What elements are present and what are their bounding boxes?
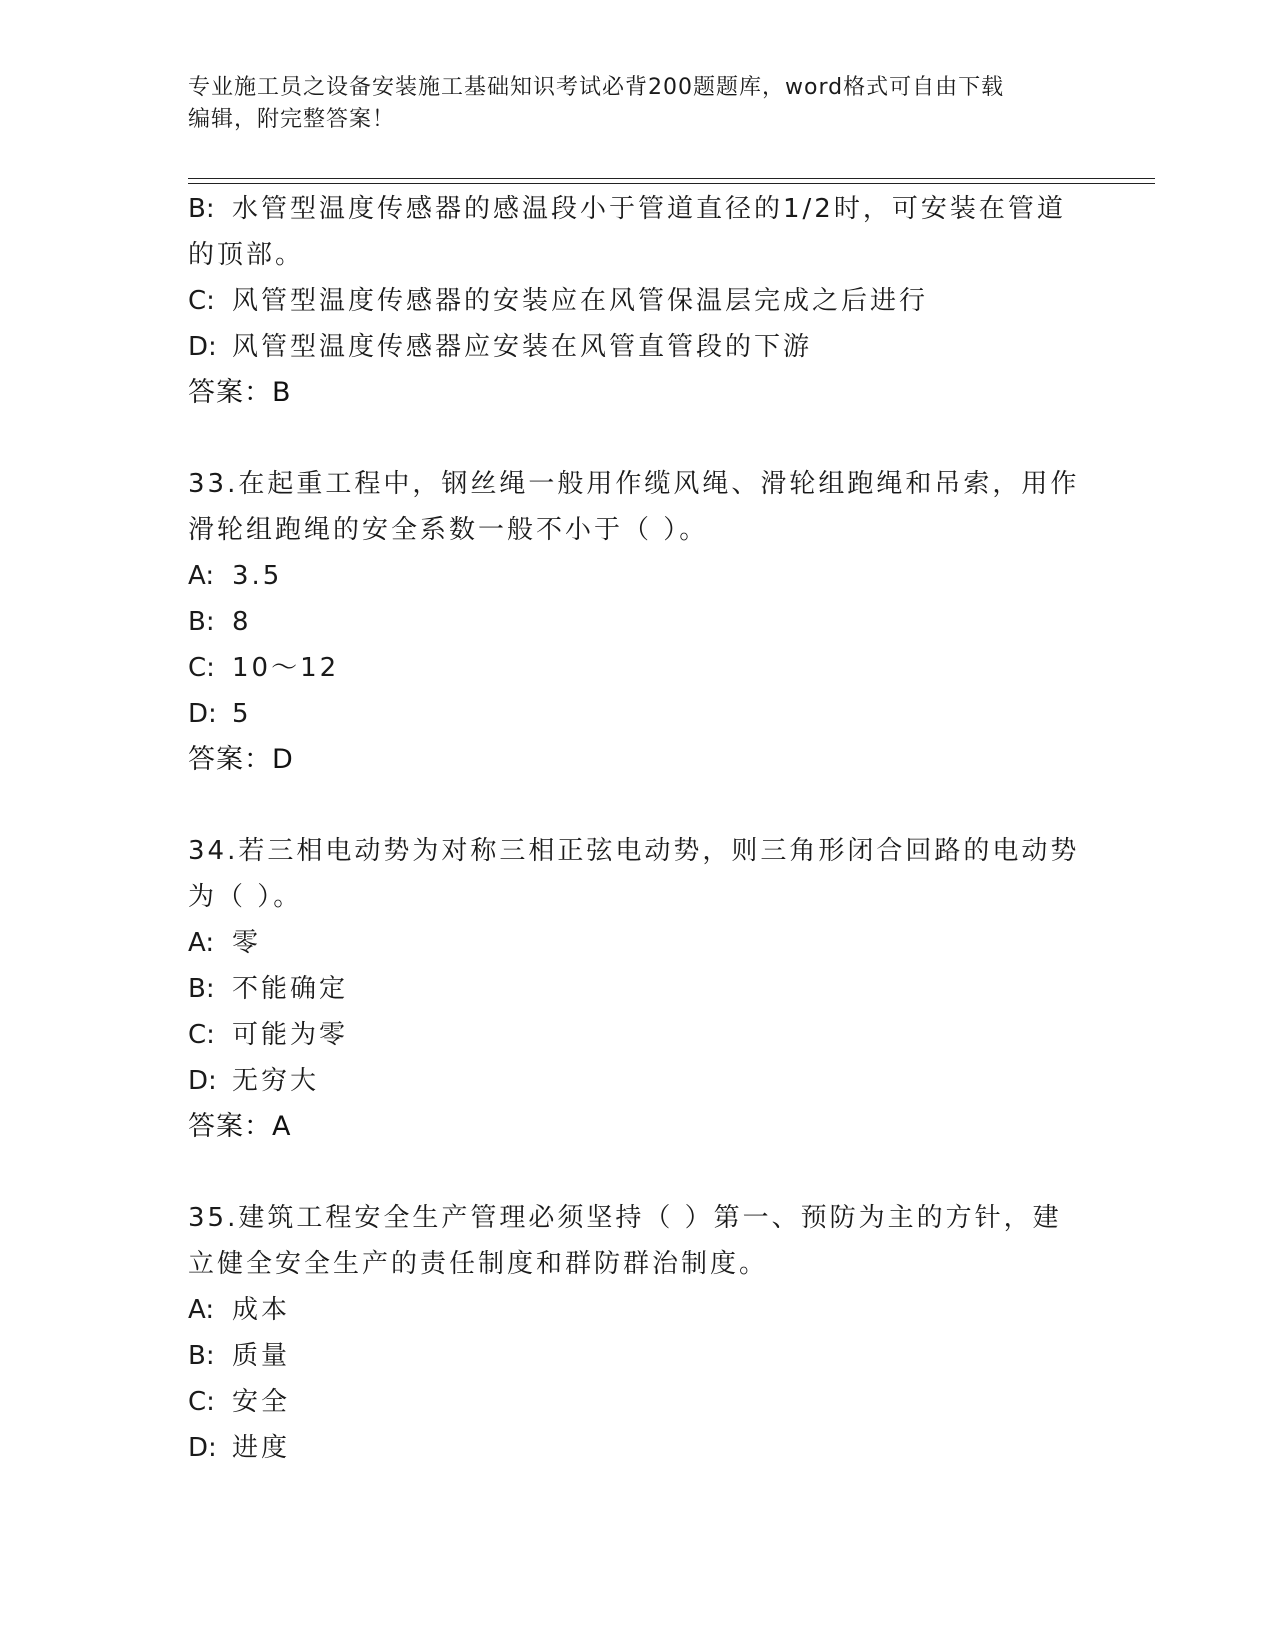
question-35	[188, 1195, 1088, 1471]
option-key: A:	[188, 928, 215, 958]
option-key: B:	[188, 607, 215, 637]
option-key: D:	[188, 699, 217, 729]
answer-label: 答案：A	[188, 1111, 292, 1142]
option-c	[188, 645, 1088, 691]
question-text-continued: 为（ ）。	[188, 882, 303, 912]
option-text: 水管型温度传感器的感温段小于管道直径的1/2时，可安装在管道	[232, 194, 1066, 224]
header-divider-top	[188, 178, 1155, 179]
option-b-continued: 的顶部。	[188, 240, 305, 270]
option-text: 无穷大	[232, 1066, 320, 1096]
option-b	[188, 1333, 1088, 1379]
header-line-1: 专业施工员之设备安装施工基础知识考试必背200题题库，word格式可自由下载	[188, 75, 1005, 100]
option-d	[188, 324, 1088, 370]
option-key: B:	[188, 194, 215, 224]
question-text-continued: 滑轮组跑绳的安全系数一般不小于（ ）。	[188, 515, 709, 545]
option-text: 5	[232, 699, 252, 729]
option-key: A:	[188, 1295, 215, 1325]
header-line-2: 编辑，附完整答案！	[188, 107, 396, 132]
option-text: 风管型温度传感器应安装在风管直管段的下游	[232, 332, 813, 362]
answer-label: 答案：B	[188, 377, 292, 408]
option-key: C:	[188, 653, 215, 683]
option-c	[188, 278, 1088, 324]
header-divider-bottom	[188, 183, 1155, 184]
option-text: 不能确定	[232, 974, 349, 1004]
question-33	[188, 461, 1088, 783]
option-text: 零	[232, 928, 262, 958]
option-key: D:	[188, 1433, 217, 1463]
option-b	[188, 966, 1088, 1012]
question-text: 33.在起重工程中，钢丝绳一般用作缆风绳、滑轮组跑绳和吊索，用作	[188, 469, 1080, 499]
option-a	[188, 1287, 1088, 1333]
question-32-tail	[188, 186, 1088, 416]
option-key: B:	[188, 974, 215, 1004]
option-key: C:	[188, 1387, 215, 1417]
option-text: 10～12	[232, 653, 340, 683]
spacer	[188, 1150, 1088, 1195]
option-c	[188, 1012, 1088, 1058]
option-key: C:	[188, 1020, 215, 1050]
option-text: 质量	[232, 1341, 291, 1371]
option-text: 风管型温度传感器的安装应在风管保温层完成之后进行	[232, 286, 929, 316]
option-d	[188, 1058, 1088, 1104]
option-key: B:	[188, 1341, 215, 1371]
question-list	[188, 186, 1088, 1471]
option-key: D:	[188, 1066, 217, 1096]
option-text: 8	[232, 607, 252, 637]
option-d	[188, 691, 1088, 737]
spacer	[188, 783, 1088, 828]
option-key: A:	[188, 561, 215, 591]
question-text-continued: 立健全安全生产的责任制度和群防群治制度。	[188, 1249, 769, 1279]
answer-label: 答案：D	[188, 744, 294, 775]
question-text: 35.建筑工程安全生产管理必须坚持（ ）第一、预防为主的方针，建	[188, 1203, 1062, 1233]
spacer	[188, 416, 1088, 461]
option-text: 可能为零	[232, 1020, 349, 1050]
option-d	[188, 1425, 1088, 1471]
option-b	[188, 186, 1088, 232]
option-text: 进度	[232, 1433, 291, 1463]
option-c	[188, 1379, 1088, 1425]
option-key: D:	[188, 332, 217, 362]
option-a	[188, 553, 1088, 599]
option-a	[188, 920, 1088, 966]
document-header	[188, 72, 1088, 136]
option-key: C:	[188, 286, 215, 316]
option-b	[188, 599, 1088, 645]
option-text: 成本	[232, 1295, 291, 1325]
question-34	[188, 828, 1088, 1150]
option-text: 安全	[232, 1387, 291, 1417]
question-text: 34.若三相电动势为对称三相正弦电动势，则三角形闭合回路的电动势	[188, 836, 1080, 866]
option-text: 3.5	[232, 561, 283, 591]
